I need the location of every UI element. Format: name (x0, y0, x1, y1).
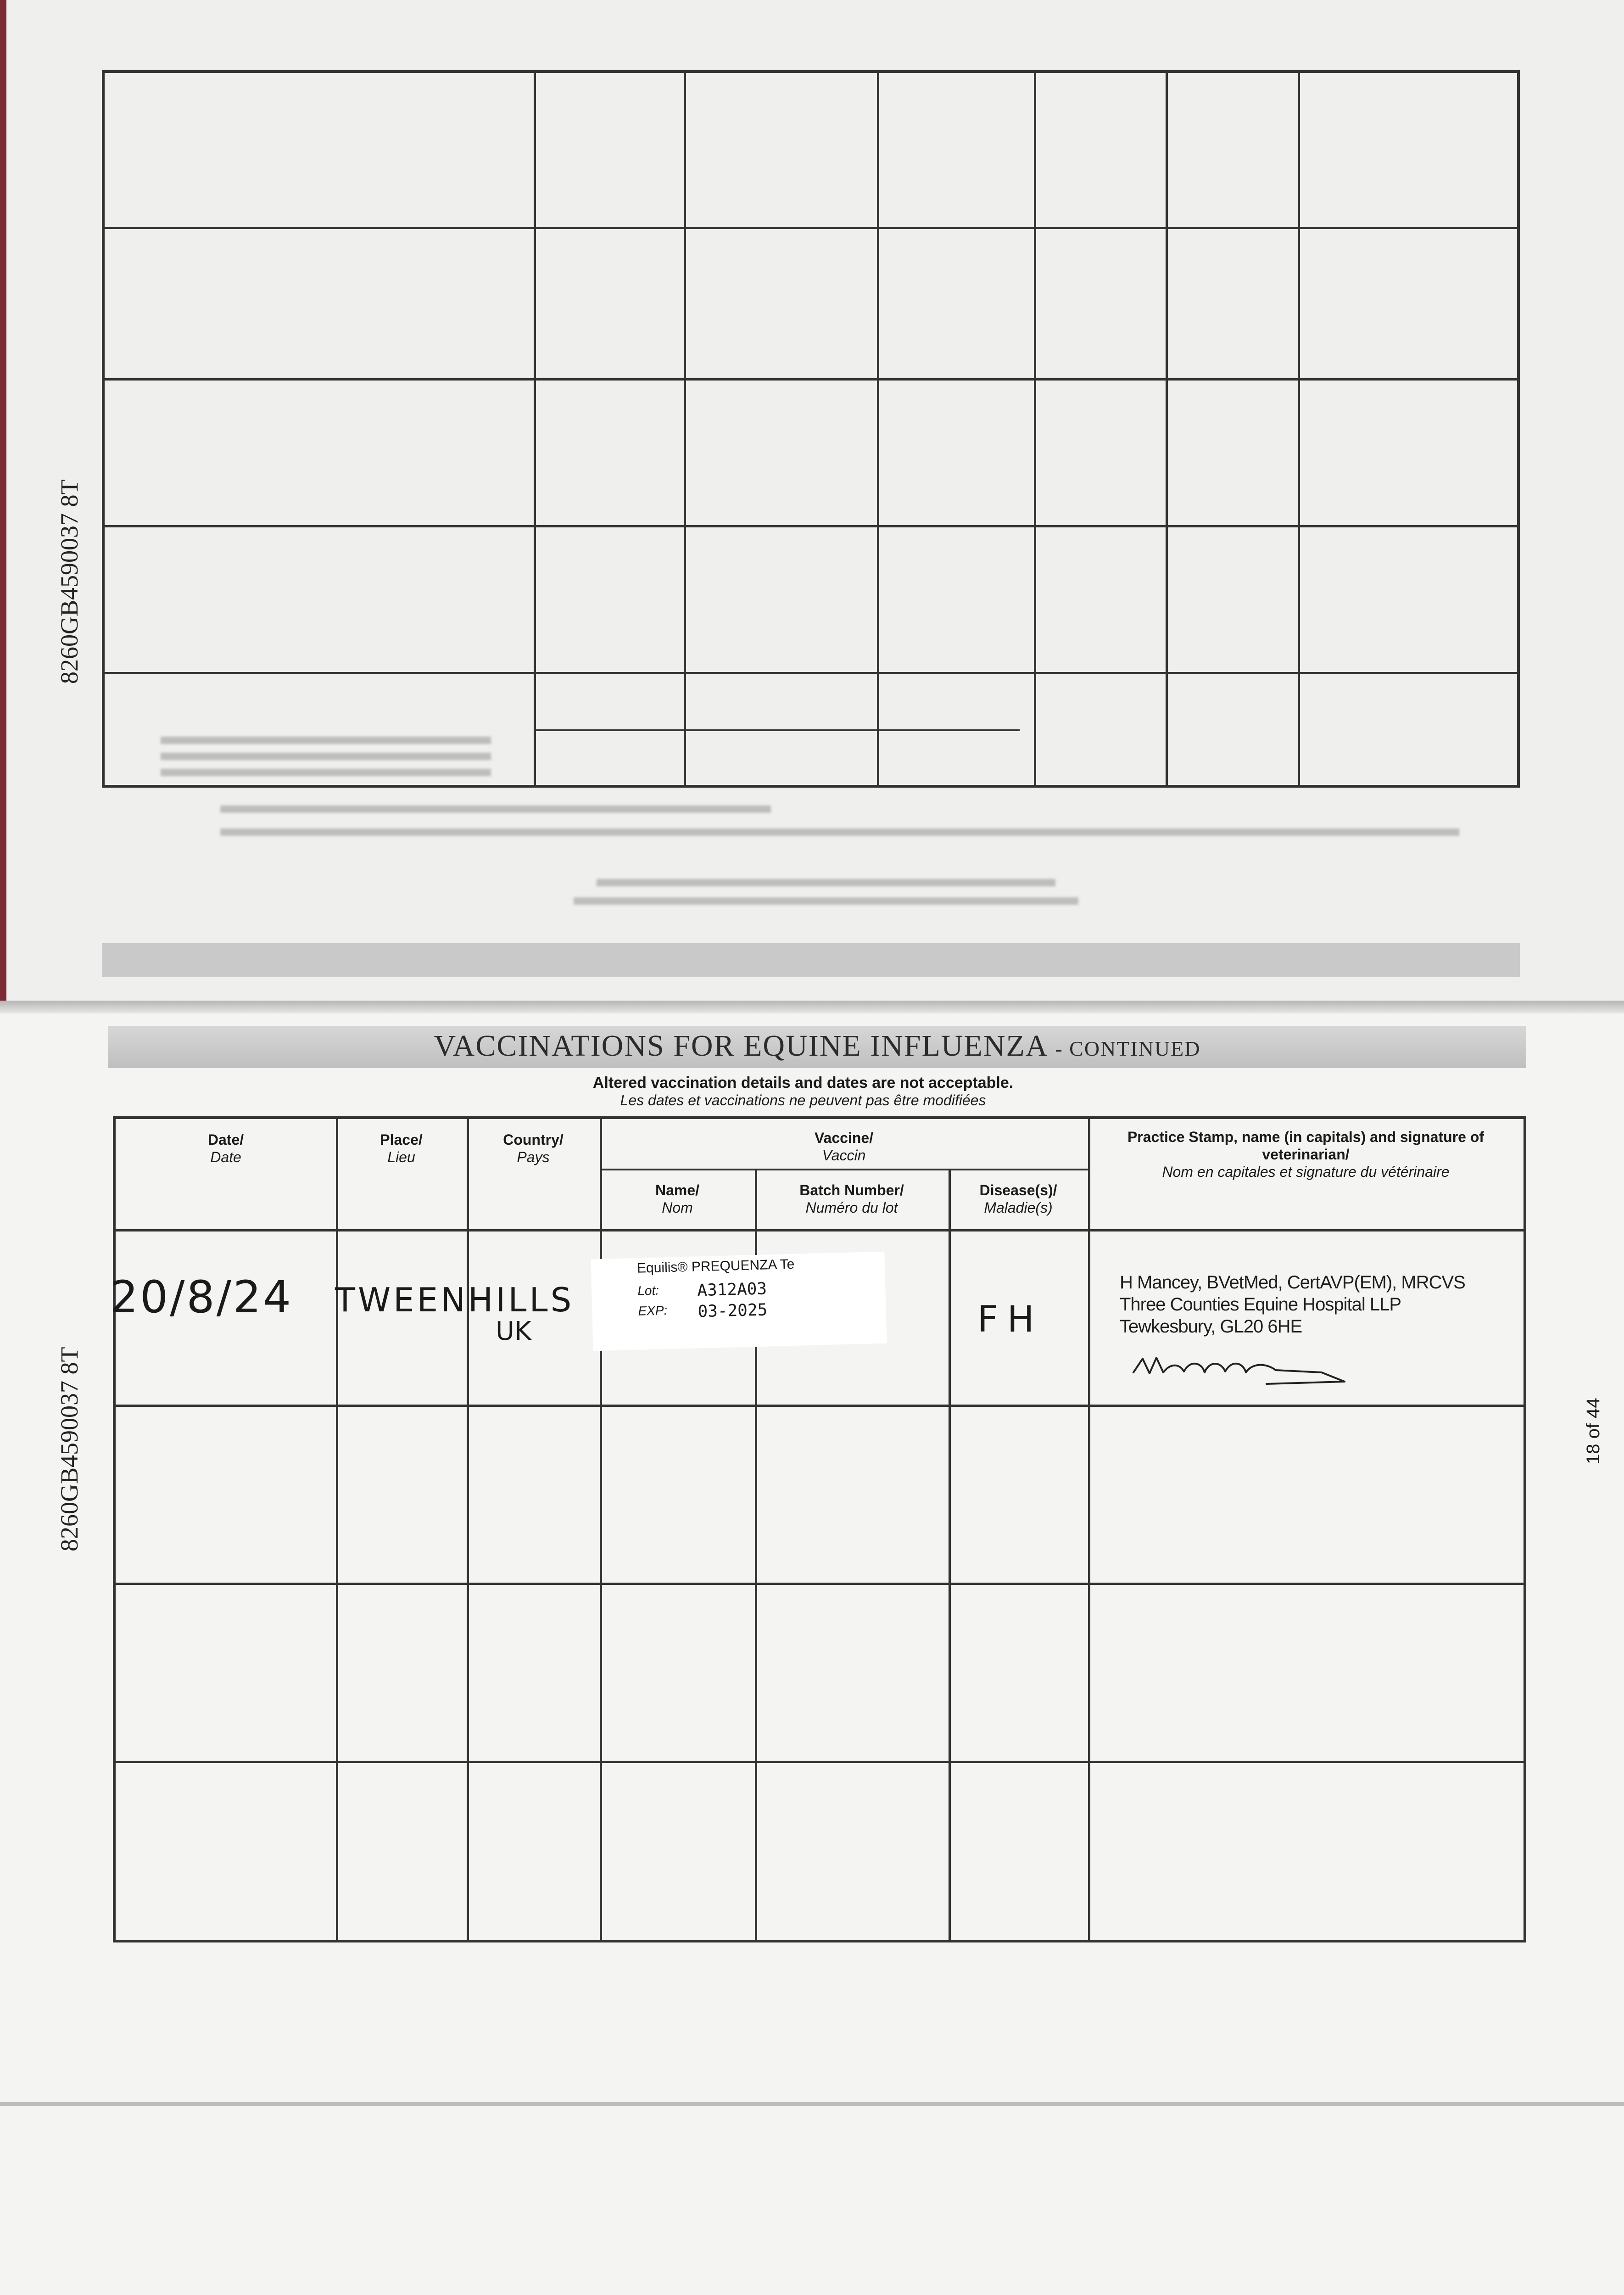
grid-line (684, 73, 686, 788)
page-number: 18 of 44 (1583, 1398, 1603, 1464)
grid-line (1088, 1119, 1090, 1940)
blurred-text (574, 897, 1078, 905)
entry-place: TWEENHILLS (335, 1281, 575, 1319)
stamp-address: Tewkesbury, GL20 6HE (1120, 1316, 1302, 1337)
header-batch-number (755, 1181, 949, 1216)
header-place (336, 1131, 467, 1166)
notice-english: Altered vaccination details and dates are not acceptable. (592, 1074, 1014, 1092)
page-bottom-edge (0, 2102, 1624, 2106)
sticker-exp-label: EXP: (638, 1303, 668, 1318)
blurred-text (161, 769, 491, 776)
blurred-text (220, 806, 771, 813)
header-date-en: Date/ (207, 1131, 244, 1148)
sticker-lot-label: Lot: (637, 1283, 659, 1298)
grid-line (116, 1583, 1524, 1585)
header-disease-fr: Maladie(s) (984, 1199, 1053, 1216)
header-disease-en: Disease(s)/ (979, 1182, 1057, 1198)
grid-line (1034, 73, 1036, 788)
header-country (467, 1131, 600, 1166)
header-date-fr: Date (210, 1149, 241, 1165)
grid-line (1298, 73, 1300, 788)
entry-date: 20/8/24 (110, 1271, 293, 1323)
vet-signature (1129, 1345, 1358, 1386)
header-batch-fr: Numéro du lot (805, 1199, 898, 1216)
header-batch-en: Batch Number/ (799, 1182, 904, 1198)
header-country-fr: Pays (517, 1149, 550, 1165)
alteration-notice (413, 1074, 1193, 1109)
notice-french: Les dates et vaccinations ne peuvent pas être modifiées (620, 1092, 986, 1108)
header-vaccine-fr: Vaccin (822, 1147, 866, 1164)
entry-country: UK (496, 1316, 531, 1346)
header-vet-en: Practice Stamp, name (in capitals) and signature of (1127, 1129, 1484, 1145)
grid-line (116, 1761, 1524, 1763)
page-edge (0, 0, 6, 1001)
header-name-fr: Nom (662, 1199, 693, 1216)
grid-line (534, 729, 1020, 731)
grid-line (116, 1405, 1524, 1407)
header-vet-fr: Nom en capitales et signature du vétérinaire (1162, 1164, 1450, 1180)
sticker-lot-number: A312A03 (697, 1279, 767, 1300)
stamp-vet-name: H Mancey, BVetMed, CertAVP(EM), MRCVS (1120, 1272, 1465, 1293)
previous-page (0, 0, 1624, 1001)
grid-line (105, 227, 1517, 229)
grid-line (105, 525, 1517, 527)
grid-line (467, 1119, 469, 1940)
header-name-en: Name/ (655, 1182, 700, 1198)
grid-line (105, 378, 1517, 381)
header-disease (949, 1181, 1088, 1216)
grid-line (949, 1169, 951, 1940)
grid-line (534, 73, 536, 788)
grid-line (336, 1119, 338, 1940)
page-fold (0, 1001, 1624, 1013)
header-country-en: Country/ (503, 1131, 564, 1148)
previous-page-banner (102, 943, 1520, 977)
header-veterinarian (1088, 1128, 1524, 1181)
header-date (116, 1131, 336, 1166)
grid-line (105, 672, 1517, 674)
vaccine-sticker (591, 1252, 887, 1351)
serial-number: 8260GB4590037 8T (56, 1347, 83, 1551)
header-vet-en2: veterinarian/ (1262, 1146, 1350, 1163)
grid-line (600, 1169, 1088, 1170)
grid-line (116, 1229, 1524, 1231)
grid-line (1166, 73, 1168, 788)
section-subtitle: - CONTINUED (1055, 1037, 1201, 1060)
blurred-text (161, 753, 491, 760)
section-title-text: VACCINATIONS FOR EQUINE INFLUENZA (434, 1029, 1047, 1063)
header-vaccine-name (600, 1181, 755, 1216)
blurred-text (597, 879, 1055, 886)
blurred-text (220, 828, 1459, 836)
practice-stamp (1120, 1271, 1465, 1338)
blurred-text (161, 737, 491, 744)
header-place-fr: Lieu (387, 1149, 415, 1165)
header-vaccine-en: Vaccine/ (814, 1130, 874, 1146)
serial-number: 8260GB4590037 8T (56, 479, 83, 684)
grid-line (600, 1119, 602, 1940)
stamp-practice: Three Counties Equine Hospital LLP (1120, 1294, 1401, 1315)
section-title (108, 1029, 1526, 1064)
header-place-en: Place/ (380, 1131, 423, 1148)
section-banner (108, 1026, 1526, 1068)
sticker-vaccine-name: Equilis® PREQUENZA Te (636, 1256, 795, 1276)
header-vaccine (600, 1129, 1088, 1164)
sticker-exp-date: 03-2025 (698, 1300, 768, 1321)
previous-page-table (102, 70, 1520, 788)
entry-disease: FH (977, 1299, 1044, 1340)
grid-line (877, 73, 879, 788)
vaccination-table (113, 1116, 1526, 1942)
